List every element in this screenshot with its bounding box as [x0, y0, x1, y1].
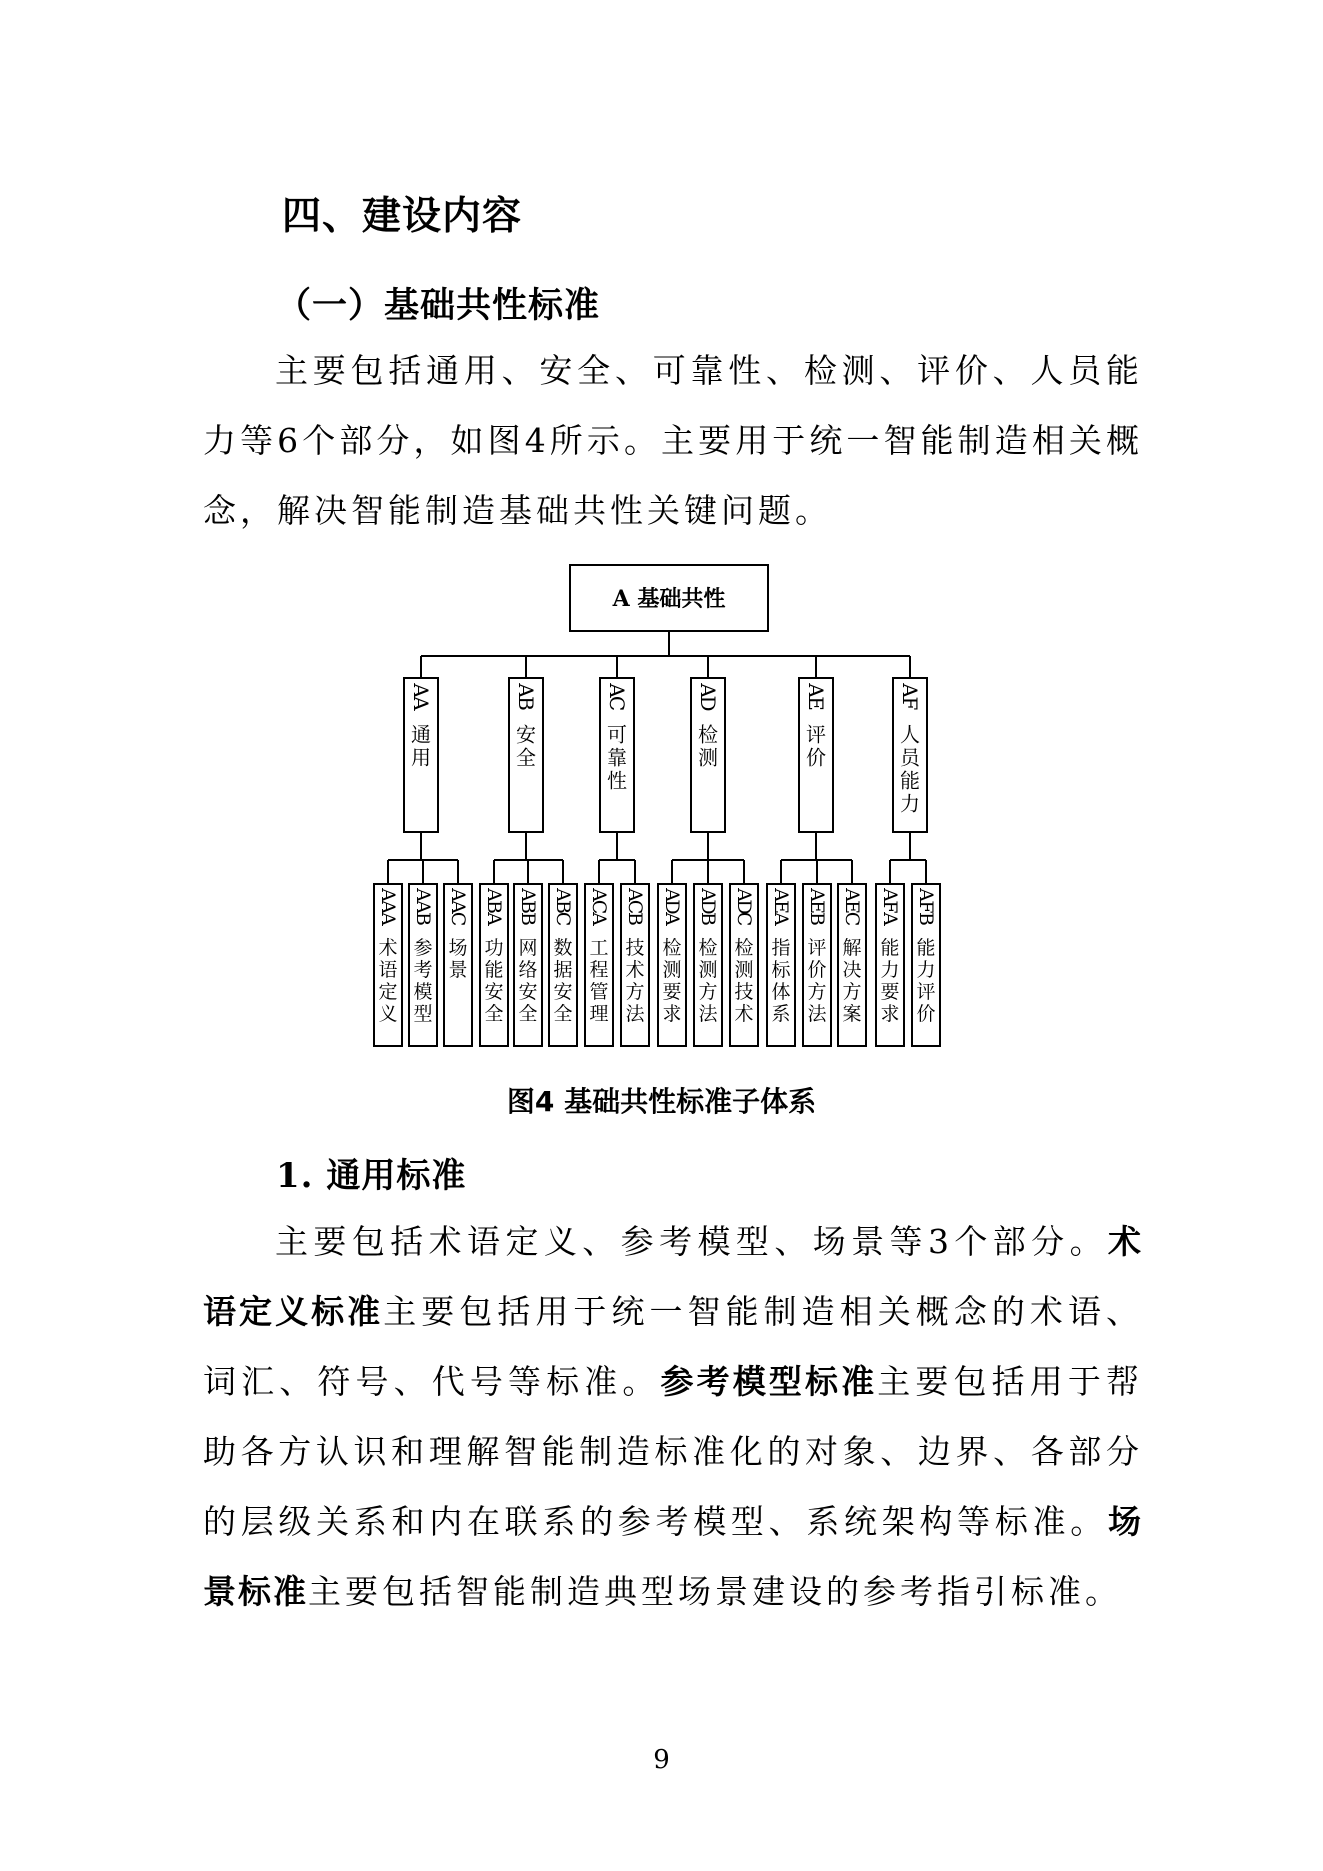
child-label: 景 [448, 959, 468, 981]
group-label: 靠 [607, 745, 627, 770]
group-label: F [898, 696, 922, 711]
child-label: B [517, 900, 539, 914]
child-label: C [447, 911, 469, 927]
child-label: 法 [625, 1003, 645, 1025]
child-label: 网 [518, 937, 538, 959]
child-label: 检 [662, 937, 682, 959]
child-label: 求 [662, 1003, 682, 1025]
child-label: 力 [880, 959, 900, 981]
child-label: A [915, 888, 937, 902]
group-label: A [898, 683, 922, 698]
term-standard-text: 主要包括用于统一智能制造相关概念的术语、词汇、符号、代号等标准。 [203, 1292, 1144, 1401]
child-label: 参 [413, 937, 433, 959]
group-label: 评 [806, 722, 826, 747]
child-label: 义 [378, 1003, 398, 1025]
child-label: A [806, 888, 828, 902]
child-label: 测 [698, 959, 718, 981]
child-label: 价 [916, 1003, 936, 1025]
child-label: A [624, 888, 646, 902]
child-label: A [552, 888, 574, 902]
child-label: A [517, 888, 539, 902]
term-standard-label: 术语定义标准 [203, 1222, 1143, 1331]
group-label: 检 [698, 722, 718, 747]
group-label: 能 [900, 768, 920, 793]
child-label: 能 [484, 959, 504, 981]
child-label: E [770, 900, 792, 914]
child-label: 安 [518, 981, 538, 1003]
scenario-standard-label: 场景标准 [203, 1502, 1143, 1611]
group-label: 员 [900, 745, 920, 770]
child-label: 方 [807, 981, 827, 1003]
child-label: B [915, 912, 937, 926]
group-label: 用 [411, 745, 431, 770]
child-label: B [624, 912, 646, 926]
child-label: A [733, 888, 755, 902]
child-label: 解 [842, 937, 862, 959]
child-label: A [841, 888, 863, 902]
child-label: 据 [553, 959, 573, 981]
child-label: E [806, 900, 828, 914]
child-label: A [377, 912, 399, 926]
child-label: 评 [916, 981, 936, 1003]
child-label: A [588, 912, 610, 926]
group-label: A [409, 696, 433, 711]
page-number: 9 [653, 1745, 670, 1775]
child-label: 技 [625, 937, 645, 959]
group-label: C [605, 695, 629, 712]
section-heading: 四、建设内容 [282, 194, 523, 239]
figure-caption: 图4 基础共性标准子体系 [506, 1085, 817, 1118]
child-label: 语 [378, 959, 398, 981]
child-label: A [412, 900, 434, 914]
child-label: 标 [771, 959, 791, 981]
group-label: 力 [900, 791, 920, 816]
child-label: 要 [662, 981, 682, 1003]
scenario-standard-text: 主要包括智能制造典型场景建设的参考指引标准。 [308, 1572, 1122, 1611]
child-label: 数 [553, 937, 573, 959]
child-label: C [624, 899, 646, 915]
subsubsection-heading: 1. 通用标准 [276, 1156, 467, 1196]
child-label: 术 [378, 937, 398, 959]
child-label: 能 [916, 937, 936, 959]
group-label: A [696, 683, 720, 698]
child-label: A [697, 888, 719, 902]
child-label: A [447, 900, 469, 914]
child-label: 络 [518, 959, 538, 981]
group-label: B [514, 696, 538, 711]
child-label: 方 [842, 981, 862, 1003]
reference-model-label: 参考模型标准 [660, 1362, 878, 1401]
child-label: A [447, 888, 469, 902]
intro-paragraph: 主要包括通用、安全、可靠性、检测、评价、人员能力等6个部分，如图4所示。主要用于统一智能制造相关概念，解决智能制造基础共性关键问题。 [203, 351, 1143, 530]
child-label: 价 [807, 959, 827, 981]
child-label: A [661, 888, 683, 902]
group-label: D [696, 695, 720, 712]
child-label: A [770, 888, 792, 902]
child-label: C [733, 911, 755, 927]
child-label: C [841, 911, 863, 927]
child-label: A [879, 912, 901, 926]
child-label: A [483, 912, 505, 926]
child-label: 模 [413, 981, 433, 1003]
reference-model-text: 主要包括用于帮助各方认识和理解智能制造标准化的对象、边界、各部分的层级关系和内在联系的参考模型、系统架构等标准。 [203, 1362, 1143, 1541]
child-label: 评 [807, 937, 827, 959]
child-label: F [879, 900, 901, 914]
child-label: 检 [698, 937, 718, 959]
child-label: 技 [734, 981, 754, 1003]
child-label: 方 [625, 981, 645, 1003]
group-label: 安 [516, 722, 536, 747]
child-label: 工 [589, 937, 609, 959]
group-label: A [514, 683, 538, 698]
child-label: A [588, 888, 610, 902]
group-label: 人 [900, 722, 920, 747]
child-label: B [412, 912, 434, 926]
child-label: 管 [589, 981, 609, 1003]
child-label: 测 [662, 959, 682, 981]
child-label: 考 [413, 959, 433, 981]
child-label: E [841, 900, 863, 914]
group-label: E [804, 696, 828, 711]
child-label: B [483, 900, 505, 914]
child-label: 要 [880, 981, 900, 1003]
group-label: 通 [411, 722, 431, 747]
child-label: 求 [880, 1003, 900, 1025]
child-label: C [552, 911, 574, 927]
group-label: A [804, 683, 828, 698]
child-label: 定 [378, 981, 398, 1003]
child-label: 检 [734, 937, 754, 959]
child-label: A [377, 888, 399, 902]
child-label: 功 [484, 937, 504, 959]
child-label: 决 [842, 959, 862, 981]
child-label: 安 [484, 981, 504, 1003]
child-label: B [806, 912, 828, 926]
child-label: 能 [880, 937, 900, 959]
child-label: 全 [553, 1003, 573, 1025]
child-label: B [517, 912, 539, 926]
p2-intro: 主要包括术语定义、参考模型、场景等3个部分。 [275, 1222, 1108, 1261]
group-label: 价 [806, 745, 826, 770]
child-label: 系 [771, 1003, 791, 1025]
child-label: D [697, 899, 719, 915]
child-label: 术 [625, 959, 645, 981]
child-label: D [661, 899, 683, 915]
group-label: 测 [698, 745, 718, 770]
child-label: A [377, 900, 399, 914]
child-label: 术 [734, 1003, 754, 1025]
child-label: B [552, 900, 574, 914]
group-label: 性 [607, 768, 627, 793]
child-label: 全 [484, 1003, 504, 1025]
child-label: 安 [553, 981, 573, 1003]
child-label: A [661, 912, 683, 926]
child-label: A [879, 888, 901, 902]
group-label: 全 [516, 745, 536, 770]
group-label: A [605, 683, 629, 698]
root-label: A 基础共性 [612, 586, 726, 612]
child-label: 案 [842, 1003, 862, 1025]
child-label: 指 [771, 937, 791, 959]
child-label: 测 [734, 959, 754, 981]
child-label: 力 [916, 959, 936, 981]
group-label: 可 [607, 722, 627, 747]
group-label: A [409, 683, 433, 698]
child-label: 全 [518, 1003, 538, 1025]
child-label: 型 [413, 1003, 433, 1025]
child-label: A [412, 888, 434, 902]
child-label: 法 [698, 1003, 718, 1025]
child-label: 方 [698, 981, 718, 1003]
child-label: 场 [448, 937, 468, 959]
child-label: F [915, 900, 937, 914]
subsection-heading: （一）基础共性标准 [276, 285, 601, 326]
child-label: 理 [589, 1003, 609, 1025]
child-label: D [733, 899, 755, 915]
child-label: 体 [771, 981, 791, 1003]
child-label: C [588, 899, 610, 915]
child-label: B [697, 912, 719, 926]
child-label: A [770, 912, 792, 926]
child-label: 法 [807, 1003, 827, 1025]
general-standards-paragraph [203, 1207, 1143, 1627]
child-label: 程 [589, 959, 609, 981]
child-label: A [483, 888, 505, 902]
